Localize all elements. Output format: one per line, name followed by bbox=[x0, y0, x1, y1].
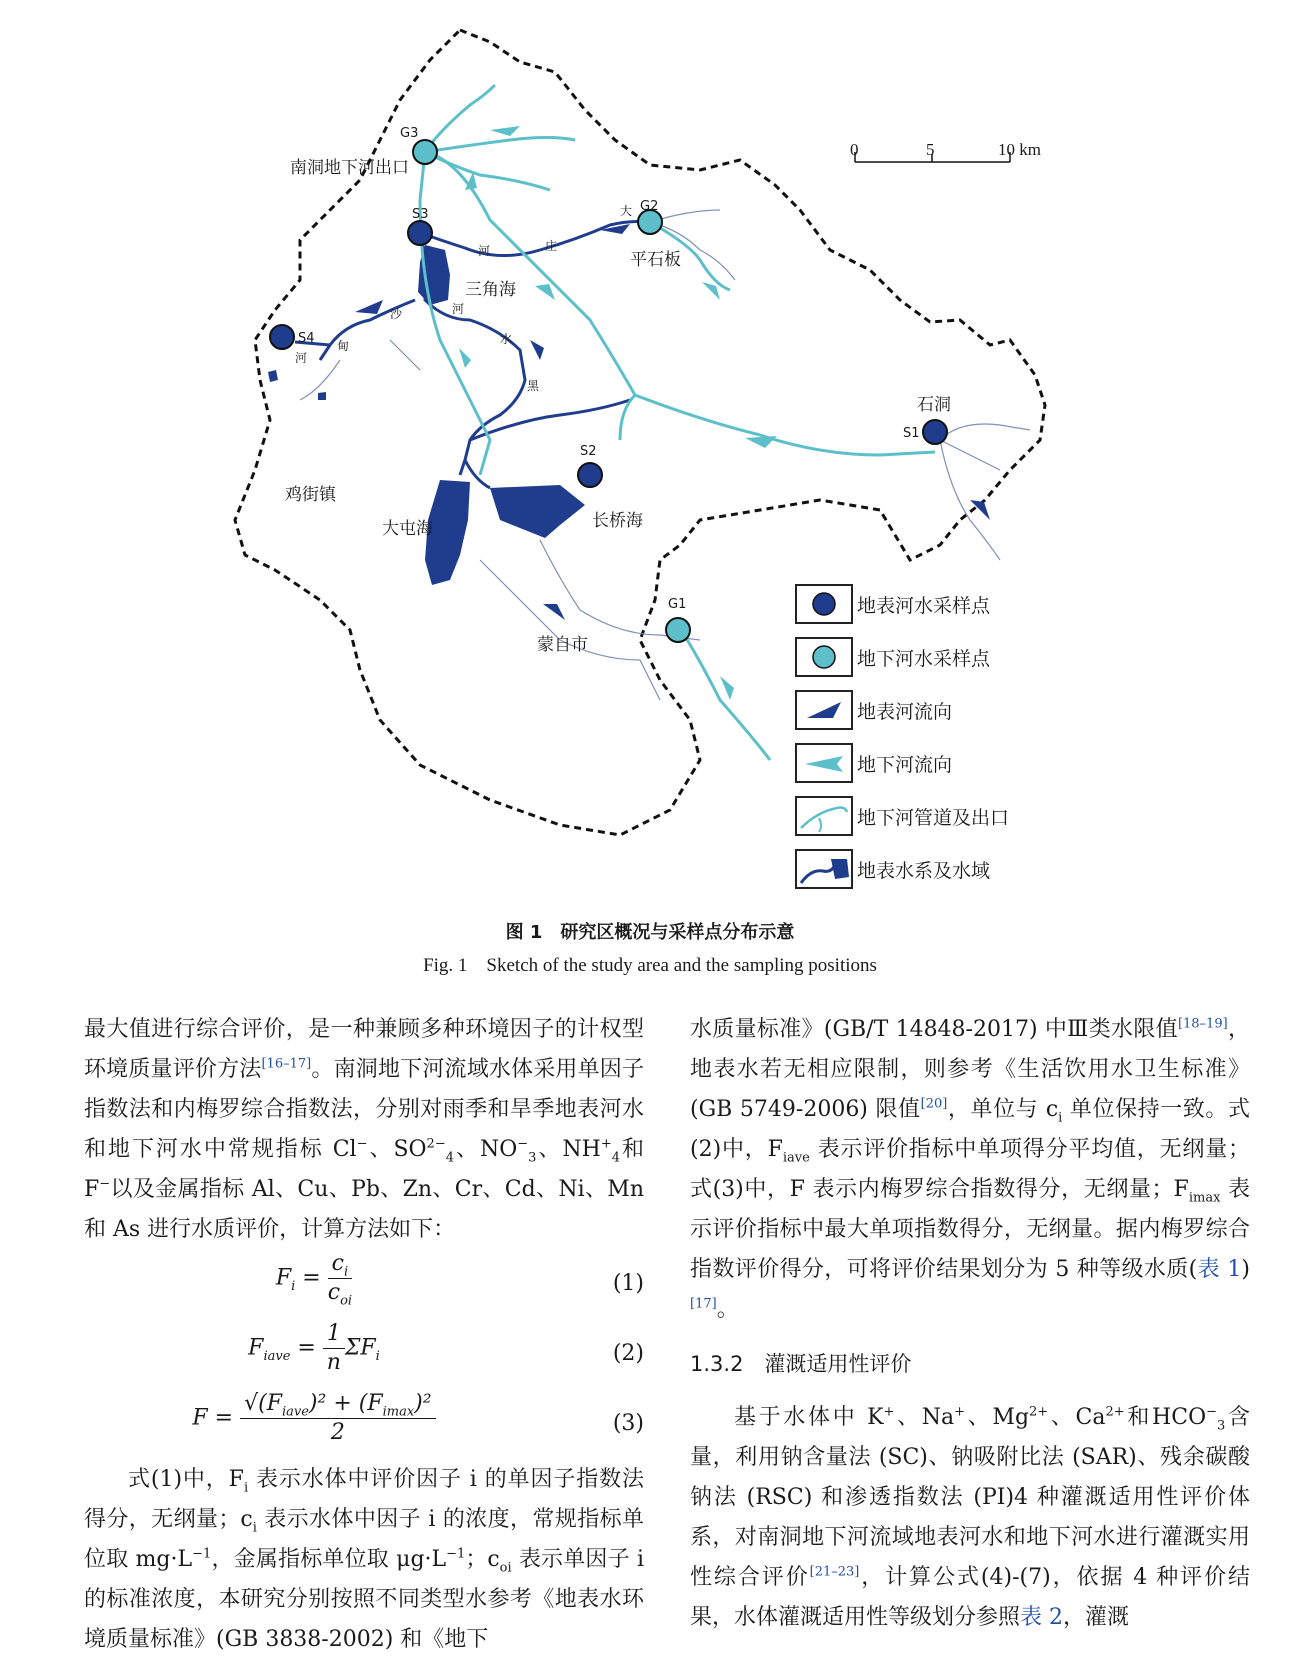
figure-caption-cn: 图 1 研究区概况与采样点分布示意 bbox=[505, 922, 795, 943]
point-s4 bbox=[270, 325, 294, 349]
scale-tick-10: 10 km bbox=[998, 140, 1041, 159]
legend-item bbox=[795, 847, 990, 891]
underground-flow-arrow-icon bbox=[795, 743, 853, 783]
scale-bar bbox=[850, 140, 1041, 162]
label-g3: G3 bbox=[400, 126, 419, 141]
river-char-he3: 河 bbox=[295, 351, 308, 365]
legend-label: 地表水系及水域 bbox=[857, 859, 991, 882]
river-char-shui: 水 bbox=[500, 332, 513, 346]
section-heading: 1.3.2 灌溉适用性评价 bbox=[690, 1352, 912, 1376]
surface-flow-arrow-icon bbox=[795, 690, 853, 730]
legend-item bbox=[795, 582, 990, 626]
scale-tick-0: 0 bbox=[850, 140, 859, 159]
point-g1 bbox=[666, 618, 690, 642]
equation-1: $F_i$ = $\frac{c_i}{c_{oi}}$ (1) bbox=[275, 1251, 644, 1309]
surface-sampling-point-icon bbox=[795, 584, 853, 624]
underground-channel-icon bbox=[795, 796, 853, 836]
paragraph: 式(1)中，$F_i$ 表示水体中评价因子 i 的单因子指数法得分，无纲量；$c_i$ 表示水体中因子 i 的浓度，常规指标单位取 $mg\cdot L^{-1}$，金属指标单位取 $\mu g\cdot L^{-1}$；$c_{oi}$ 表示单因子 i 的标准浓度，本研究分别按照不同类型水参考《地表水环境质量标准》(GB 3838-2002) 和《地下 bbox=[84, 1467, 644, 1652]
label-s3: S3 bbox=[412, 207, 429, 222]
point-s2 bbox=[578, 463, 602, 487]
table-1-link[interactable]: 表 1 bbox=[1197, 1257, 1242, 1282]
paragraph: 最大值进行综合评价，是一种兼顾多种环境因子的计权型环境质量评价方法[16–17]。南洞地下河流域水体采用单因子指数法和内梅罗综合指数法，分别对雨季和旱季地表河水和地下河水中常规指标 Cl−、$SO^{2-}_4$、$NO^-_3$、$NH^+_4$和 F−以及金属指标 Al、Cu、Pb、Zn、Cr、Cd、Ni、Mn 和 As 进行水质评价，计算方法如下： bbox=[84, 1017, 644, 1242]
lake-changqiaohai bbox=[490, 485, 585, 538]
label-g2-name: 平石板 bbox=[630, 250, 681, 270]
label-s2: S2 bbox=[580, 444, 597, 459]
point-g3 bbox=[413, 140, 437, 164]
legend-item bbox=[795, 688, 952, 732]
label-g2: G2 bbox=[640, 199, 659, 214]
label-g3-name: 南洞地下河出口 bbox=[290, 158, 409, 178]
label-s1: S1 bbox=[903, 426, 920, 441]
legend-label: 地下河管道及出口 bbox=[857, 806, 1010, 829]
right-column bbox=[690, 1010, 1250, 1638]
equation-2: $F_{iave}$ = $\frac{1}{n}$ $\Sigma F_i$ (2) bbox=[248, 1321, 644, 1375]
figure-caption-en: Fig. 1 Sketch of the study area and the sampling positions bbox=[423, 955, 877, 976]
surface-tributaries bbox=[300, 210, 1030, 700]
surface-rivers bbox=[295, 221, 650, 488]
scale-tick-5: 5 bbox=[926, 140, 935, 159]
legend-label: 地表河流向 bbox=[857, 700, 953, 723]
river-char-sha: 沙 bbox=[390, 307, 403, 321]
river-char-hei: 黑 bbox=[527, 379, 540, 393]
river-char-dian: 甸 bbox=[337, 339, 350, 353]
pond-s4b bbox=[318, 392, 326, 400]
underground-sampling-point-icon bbox=[795, 637, 853, 677]
pond-s4 bbox=[268, 370, 278, 382]
label-changqiaohai: 长桥海 bbox=[592, 511, 643, 531]
label-sanjiaohai: 三角海 bbox=[465, 280, 516, 300]
equation-3: F = $\frac{√(F_{iave})^2 + (F_{imax})^2}{2}$ (3) bbox=[192, 1391, 644, 1445]
label-jijiezhen: 鸡街镇 bbox=[285, 485, 336, 505]
left-column bbox=[84, 1010, 644, 1660]
legend-item bbox=[795, 635, 990, 679]
river-char-zhuang: 庄 bbox=[545, 239, 558, 253]
paragraph: 基于水体中 K+、Na+、$Mg^{2+}$、$Ca^{2+}$和$HCO^-_3$含量，利用钠含量法 (SC)、钠吸附比法 (SAR)、残余碳酸钠法 (RSC) 和渗透指数法 (PI)4 种灌溉适用性评价体系，对南洞地下河流域地表河水和地下河水进行灌溉实用性综合评价[21–23]，计算公式(4)-(7)，依据 4 种评价结果，水体灌溉适用性等级划分参照表 2，灌溉 bbox=[690, 1404, 1250, 1630]
label-mengzishi: 蒙自市 bbox=[537, 635, 588, 655]
sampling-points bbox=[270, 140, 947, 642]
legend-label: 地下河水采样点 bbox=[857, 647, 991, 670]
legend-item bbox=[795, 741, 952, 785]
point-s3 bbox=[408, 221, 432, 245]
point-s1 bbox=[923, 420, 947, 444]
river-char-he2: 河 bbox=[452, 302, 465, 316]
underground-flow-arrows bbox=[459, 126, 777, 700]
legend-item bbox=[795, 794, 1009, 838]
label-shidong: 石洞 bbox=[917, 395, 951, 415]
legend-label: 地表河水采样点 bbox=[857, 594, 991, 617]
label-g1: G1 bbox=[668, 597, 687, 612]
river-char-he1: 河 bbox=[478, 244, 491, 258]
legend-label: 地下河流向 bbox=[857, 753, 953, 776]
river-char-da: 大 bbox=[620, 204, 633, 218]
label-s4: S4 bbox=[298, 331, 315, 346]
table-2-link[interactable]: 表 2 bbox=[1020, 1605, 1064, 1630]
paragraph: 水质量标准》(GB/T 14848-2017) 中Ⅲ类水限值[18–19]，地表水若无相应限制，则参考《生活饮用水卫生标准》(GB 5749-2006) 限值[20]，单位与 $c_i$ 单位保持一致。式(2)中，$F_{iave}$ 表示评价指标中单项得分平均值，无纲量；式(3)中，F 表示内梅罗综合指数得分，无纲量；$F_{imax}$ 表示评价指标中最大单项指数得分，无纲量。据内梅罗综合指数评价得分，可将评价结果划分为 5 种等级水质(表 1)[17]。 bbox=[690, 1016, 1251, 1322]
label-datunhai: 大屯海 bbox=[382, 519, 433, 539]
surface-water-icon bbox=[795, 849, 853, 889]
